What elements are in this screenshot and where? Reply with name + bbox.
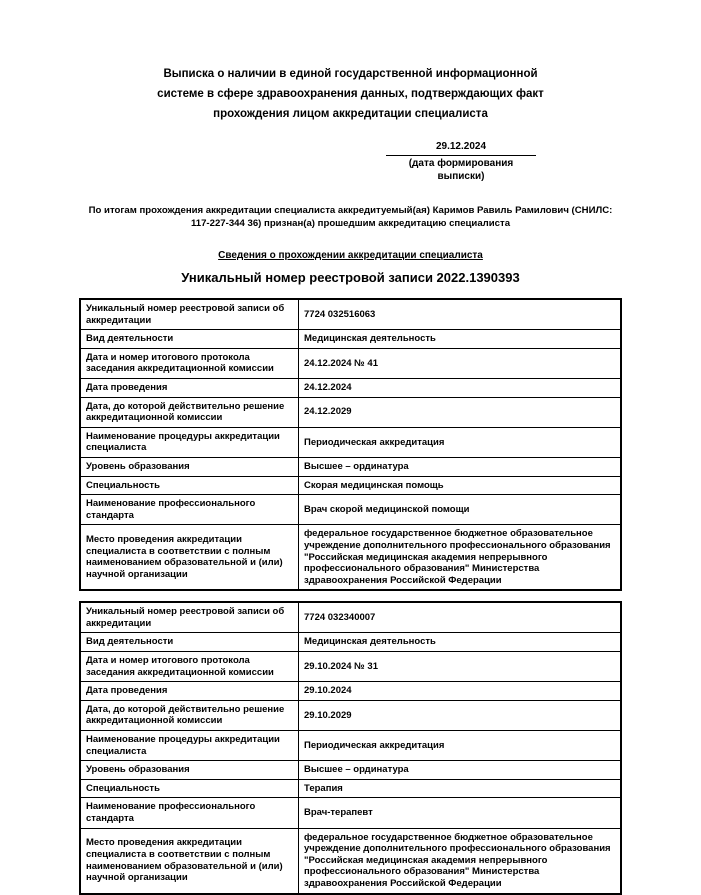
registry-record-heading: Уникальный номер реестровой записи 2022.1390393 <box>181 270 520 285</box>
table-row <box>80 761 621 780</box>
table-row <box>80 427 621 457</box>
row-value: Терапия <box>299 779 622 798</box>
row-label: Уникальный номер реестровой записи об аккредитации <box>80 602 299 633</box>
row-value: Периодическая аккредитация <box>299 731 622 761</box>
table-row <box>80 731 621 761</box>
document-title-line-3: прохождения лицом аккредитации специалиста <box>213 108 488 120</box>
row-label: Наименование процедуры аккредитации специалиста <box>80 427 299 457</box>
document-title <box>79 64 622 124</box>
row-label: Вид деятельности <box>80 633 299 652</box>
table-row <box>80 652 621 682</box>
extract-date: 29.12.2024 <box>386 140 536 156</box>
row-label: Вид деятельности <box>80 330 299 349</box>
table-row <box>80 299 621 330</box>
accreditation-table-1 <box>79 298 622 591</box>
row-value: Медицинская деятельность <box>299 330 622 349</box>
table-row <box>80 397 621 427</box>
table-row <box>80 828 621 893</box>
row-label: Дата, до которой действительно решение аккредитационной комиссии <box>80 397 299 427</box>
table-row <box>80 378 621 397</box>
row-label: Дата проведения <box>80 682 299 701</box>
table-row <box>80 330 621 349</box>
extract-date-caption: (дата формирования выписки) <box>408 158 514 182</box>
table-row <box>80 633 621 652</box>
row-label: Дата и номер итогового протокола заседания аккредитационной комиссии <box>80 348 299 378</box>
row-value: Скорая медицинская помощь <box>299 476 622 495</box>
table-row <box>80 457 621 476</box>
row-value: 24.12.2029 <box>299 397 622 427</box>
row-label: Дата и номер итогового протокола заседания аккредитационной комиссии <box>80 652 299 682</box>
accreditation-result-paragraph: По итогам прохождения аккредитации специалиста аккредитуемый(ая) Каримов Равиль Рамилович (СНИЛС: 117-227-344 36) признан(а) прошедшим аккредитацию специалиста <box>88 205 613 229</box>
row-label: Дата проведения <box>80 378 299 397</box>
row-value: Медицинская деятельность <box>299 633 622 652</box>
row-value: 7724 032340007 <box>299 602 622 633</box>
row-label: Уровень образования <box>80 761 299 780</box>
row-value: 29.10.2024 № 31 <box>299 652 622 682</box>
table-row <box>80 495 621 525</box>
row-value: 7724 032516063 <box>299 299 622 330</box>
row-value: 29.10.2029 <box>299 700 622 730</box>
table-row <box>80 348 621 378</box>
table-row <box>80 779 621 798</box>
document-title-line-1: Выписка о наличии в единой государственной информационной <box>163 68 538 80</box>
row-value: федеральное государственное бюджетное образовательное учреждение дополнительного профессионального образования "Российская медицинская академия непрерывного профессионального образования" Министерства здравоохранения Российской Федерации <box>299 525 622 590</box>
extract-date-block <box>386 140 536 183</box>
row-label: Место проведения аккредитации специалиста в соответствии с полным наименованием образовательной и (или) научной организации <box>80 525 299 590</box>
row-value: Высшее – ординатура <box>299 761 622 780</box>
row-label: Специальность <box>80 476 299 495</box>
row-label: Дата, до которой действительно решение аккредитационной комиссии <box>80 700 299 730</box>
table-row <box>80 682 621 701</box>
row-value: Врач скорой медицинской помощи <box>299 495 622 525</box>
table-row <box>80 476 621 495</box>
row-label: Наименование процедуры аккредитации специалиста <box>80 731 299 761</box>
accreditation-table-2 <box>79 601 622 894</box>
table-row <box>80 525 621 590</box>
row-label: Уникальный номер реестровой записи об аккредитации <box>80 299 299 330</box>
section-heading: Сведения о прохождении аккредитации специалиста <box>218 250 483 261</box>
row-value: 29.10.2024 <box>299 682 622 701</box>
row-label: Наименование профессионального стандарта <box>80 495 299 525</box>
row-value: Периодическая аккредитация <box>299 427 622 457</box>
row-label: Наименование профессионального стандарта <box>80 798 299 828</box>
table-row <box>80 700 621 730</box>
row-value: 24.12.2024 <box>299 378 622 397</box>
row-value: Высшее – ординатура <box>299 457 622 476</box>
row-label: Специальность <box>80 779 299 798</box>
row-label: Уровень образования <box>80 457 299 476</box>
row-label: Место проведения аккредитации специалиста в соответствии с полным наименованием образовательной и (или) научной организации <box>80 828 299 893</box>
row-value: федеральное государственное бюджетное образовательное учреждение дополнительного профессионального образования "Российская медицинская академия непрерывного профессионального образования" Министерства здравоохранения Российской Федерации <box>299 828 622 893</box>
row-value: Врач-терапевт <box>299 798 622 828</box>
table-row <box>80 602 621 633</box>
table-row <box>80 798 621 828</box>
document-title-line-2: системе в сфере здравоохранения данных, подтверждающих факт <box>157 88 544 100</box>
row-value: 24.12.2024 № 41 <box>299 348 622 378</box>
